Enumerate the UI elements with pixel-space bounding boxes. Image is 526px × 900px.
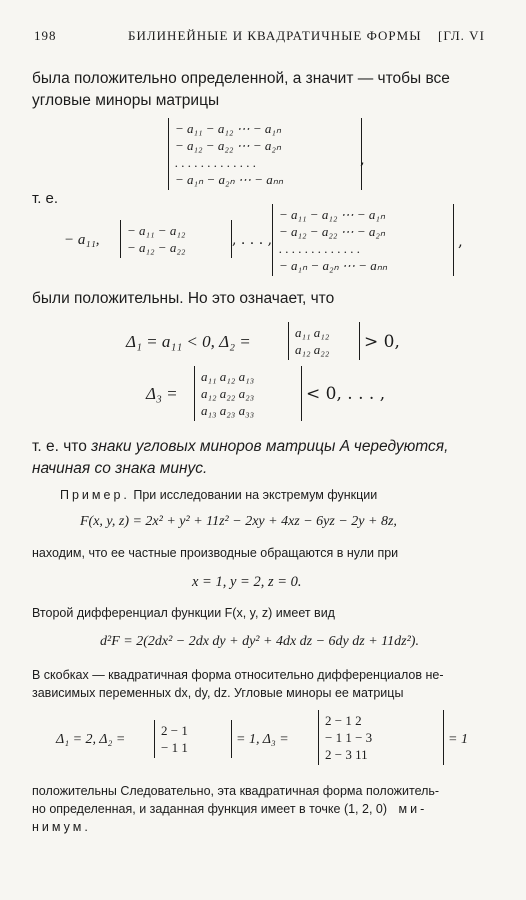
delta-three-tail: < 0, . . . , [306,384,386,404]
paragraph-line [32,802,427,816]
delta-three-numeric [318,710,444,765]
matrix-row: 2 − 1 [161,723,188,738]
minor-first: − a₁₁, [64,232,100,248]
matrix-row: a₁₂ a₂₂ a₂₃ [201,386,255,401]
matrix-row: − a₁₂ − a₂₂ [127,240,186,255]
matrix-row: . . . . . . . . . . . . . [175,155,257,170]
paragraph-line: были положительны. Но это означает, что [32,290,335,307]
conclusion-line [32,438,448,456]
minimum-word-part: нимум. [32,820,91,834]
delta-one-two: Δ₁ = a₁₁ < 0, Δ₂ = [126,332,251,351]
function-formula: F(x, y, z) = 2x² + y² + 11z² − 2xy + 4xz − 6yz − 2y + 8z, [80,514,397,529]
second-differential: d²F = 2(2dx² − 2dx dy + dy² + 4dx dz − 6dy dz + 11dz²). [100,634,419,649]
page-number: 198 [34,28,57,43]
matrix-row: − a₁₁ − a₁₂ [127,223,186,238]
ellipsis: , . . . , [232,232,273,248]
delta-two-matrix [288,322,360,360]
minor-second-order [120,220,232,258]
paragraph-line: зависимых переменных dx, dy, dz. Угловые миноры ее матрицы [32,686,404,700]
matrix-negative-a [168,118,362,190]
paragraph-text: но определенная, и заданная функция имеет в точке (1, 2, 0) [32,802,388,816]
delta-three-label: Δ₃ = [146,384,178,403]
paragraph-line: угловые миноры матрицы [32,92,220,109]
delta-three-matrix [194,366,302,421]
matrix-row: a₁₂ a₂₂ [295,342,330,357]
conclusion-italic: начиная со знака минус. [32,460,208,477]
matrix-row: − a₁ₙ − a₂ₙ ⋯ − aₙₙ [175,172,284,187]
critical-point: x = 1, y = 2, z = 0. [192,574,302,590]
paragraph-line: положительны Следовательно, эта квадратичная форма положитель- [32,784,440,798]
matrix-row: 2 − 3 11 [325,747,368,762]
conclusion-italic: знаки угловых миноров матрицы A чередуются, [91,438,449,455]
matrix-row: − a₁₁ − a₁₂ ⋯ − a₁ₙ [279,207,386,222]
matrix-row: a₁₃ a₂₃ a₃₃ [201,403,255,418]
paragraph-line: находим, что ее частные производные обращаются в нули при [32,546,399,560]
example-label: Пример. [60,488,130,502]
matrix-row: − 1 1 − 3 [325,730,373,745]
comma: , [458,232,463,250]
paragraph-line: Второй дифференциал функции F(x, y, z) имеет вид [32,606,335,620]
minor-order-n [272,204,454,276]
delta-three-numeric-label: = 1, Δ₃ = [236,732,289,747]
paragraph-line: В скобках — квадратичная форма относительно дифференциалов не- [32,668,444,682]
delta-three-value: = 1 [448,732,468,747]
paragraph-line: была положительно определенной, а значит — чтобы все [32,70,450,87]
running-title: БИЛИНЕЙНЫЕ И КВАДРАТИЧНЫЕ ФОРМЫ [128,28,422,43]
paragraph-line: т. е. [32,190,59,207]
matrix-row: − 1 1 [161,740,188,755]
delta-two-numeric [154,720,232,758]
matrix-row: a₁₁ a₁₂ a₁₃ [201,369,255,384]
matrix-row: − a₁₁ − a₁₂ ⋯ − a₁ₙ [175,121,282,136]
conclusion-plain: т. е. что [32,438,92,455]
matrix-row: 2 − 1 2 [325,713,362,728]
matrix-row: − a₁ₙ − a₂ₙ ⋯ − aₙₙ [279,258,388,273]
matrix-row: . . . . . . . . . . . . . [279,241,361,256]
delta-two-tail: > 0, [364,332,400,352]
matrix-row: − a₁₂ − a₂₂ ⋯ − a₂ₙ [175,138,282,153]
matrix-row: a₁₁ a₁₂ [295,325,330,340]
example-text: При исследовании на экстремум функции [133,488,378,502]
minimum-word-part: ми- [398,802,428,816]
comma: , [360,150,365,168]
chapter-label: [ГЛ. VI [438,28,485,43]
matrix-row: − a₁₂ − a₂₂ ⋯ − a₂ₙ [279,224,386,239]
example-line [60,488,377,502]
minor-delta-one-two: Δ₁ = 2, Δ₂ = [56,732,126,747]
